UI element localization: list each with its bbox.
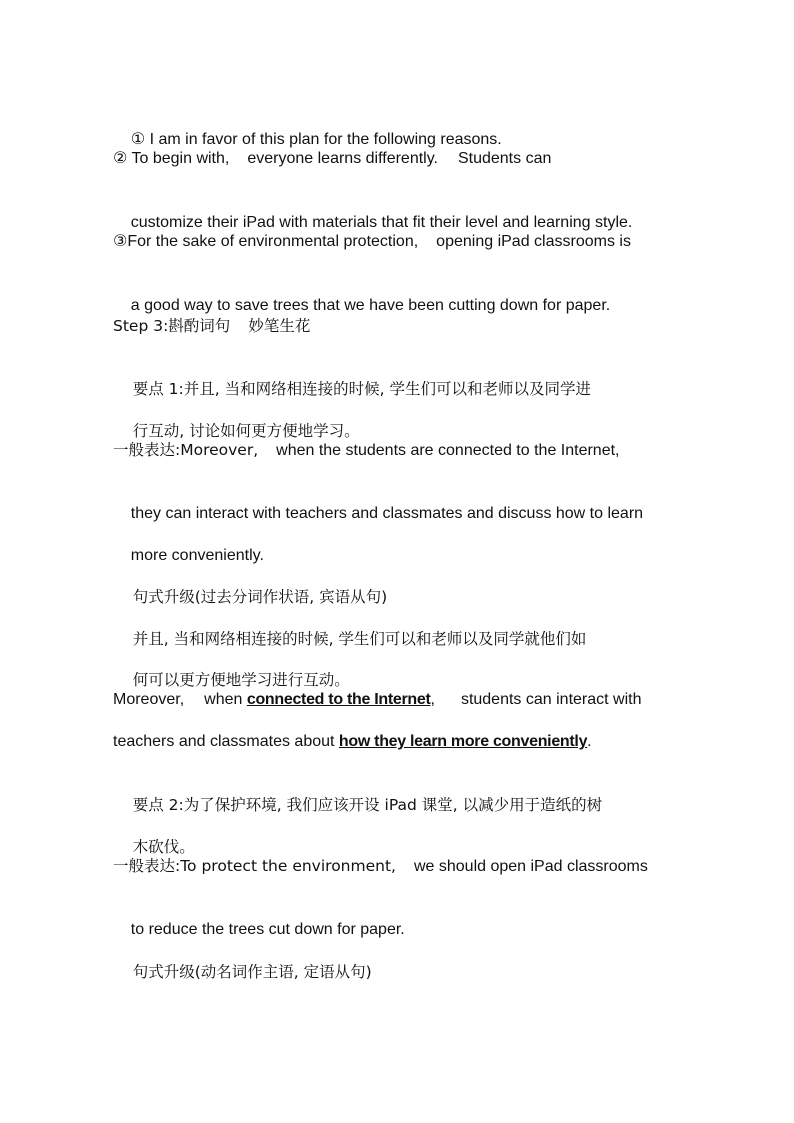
point2-upgrade-label (113, 939, 372, 1005)
step3-heading (113, 315, 310, 337)
point1-upgrade-en-line-2 (113, 731, 592, 753)
paragraph-1-text: ① I am in favor of this plan for the following reasons. (130, 131, 502, 148)
paragraph-3-part-a: ③For the sake of environmental protection, (113, 233, 419, 250)
point2-heading-text-1: 要点 2:为了保护环境, 我们应该开设 iPad 课堂, 以减少用于造纸的树 (132, 796, 603, 814)
point1-upgrade-underline-1: connected to the Internet (246, 691, 431, 708)
point1-heading-text-2: 行互动, 讨论如何更方便地学习。 (132, 422, 360, 440)
point1-general-text-1: when the students are connected to the Internet, (276, 442, 620, 459)
paragraph-3-line-1 (113, 231, 631, 253)
point1-upgrade-label-text: 句式升级(过去分词作状语, 宾语从句) (132, 588, 388, 606)
point2-general-text-1: we should open iPad classrooms (413, 858, 648, 875)
point1-general-text-2: they can interact with teachers and classmates and discuss how to learn (130, 505, 644, 522)
point2-heading-text-2: 木砍伐。 (132, 838, 195, 856)
point1-upgrade-en-line-1 (113, 689, 641, 711)
point1-general-line-1 (113, 439, 619, 462)
paragraph-2-part-a: ② To begin with, (113, 150, 230, 167)
paragraph-3-part-b: opening iPad classrooms is (436, 233, 631, 250)
paragraph-2-part-d: customize their iPad with materials that fit their level and learning style. (130, 214, 633, 231)
point2-upgrade-label-text: 句式升级(动名词作主语, 定语从句) (132, 963, 372, 981)
point1-general-text-3: more conveniently. (130, 547, 264, 564)
point1-upgrade-en-e: teachers and classmates about (113, 733, 335, 750)
point1-general-label: 一般表达:Moreover, (113, 441, 259, 459)
point1-upgrade-en-f: . (587, 733, 592, 750)
point1-upgrade-en-d: students can interact with (460, 691, 642, 708)
point1-heading-text-1: 要点 1:并且, 当和网络相连接的时候, 学生们可以和老师以及同学进 (132, 380, 591, 398)
point1-upgrade-cn-text-1: 并且, 当和网络相连接的时候, 学生们可以和老师以及同学就他们如 (132, 630, 587, 648)
point1-upgrade-underline-2: how they learn more conveniently (338, 733, 588, 750)
paragraph-2-part-b: everyone learns differently. (247, 150, 438, 167)
point1-upgrade-en-b: when (204, 691, 243, 708)
point2-general-line-1 (113, 855, 648, 878)
point1-upgrade-en-a: Moreover, (113, 691, 185, 708)
point1-upgrade-cn-text-2: 何可以更方便地学习进行互动。 (132, 671, 350, 689)
paragraph-2-line-1 (113, 148, 551, 170)
step3-label: Step 3:斟酌词句 (113, 317, 231, 335)
point2-general-text-2: to reduce the trees cut down for paper. (130, 921, 405, 938)
paragraph-2-part-c: Students can (457, 150, 552, 167)
paragraph-3-part-c: a good way to save trees that we have been cutting down for paper. (130, 297, 611, 314)
point2-general-label: 一般表达:To protect the environment, (113, 857, 396, 875)
step3-title: 妙笔生花 (248, 317, 311, 335)
point1-upgrade-en-c: , (430, 691, 435, 708)
